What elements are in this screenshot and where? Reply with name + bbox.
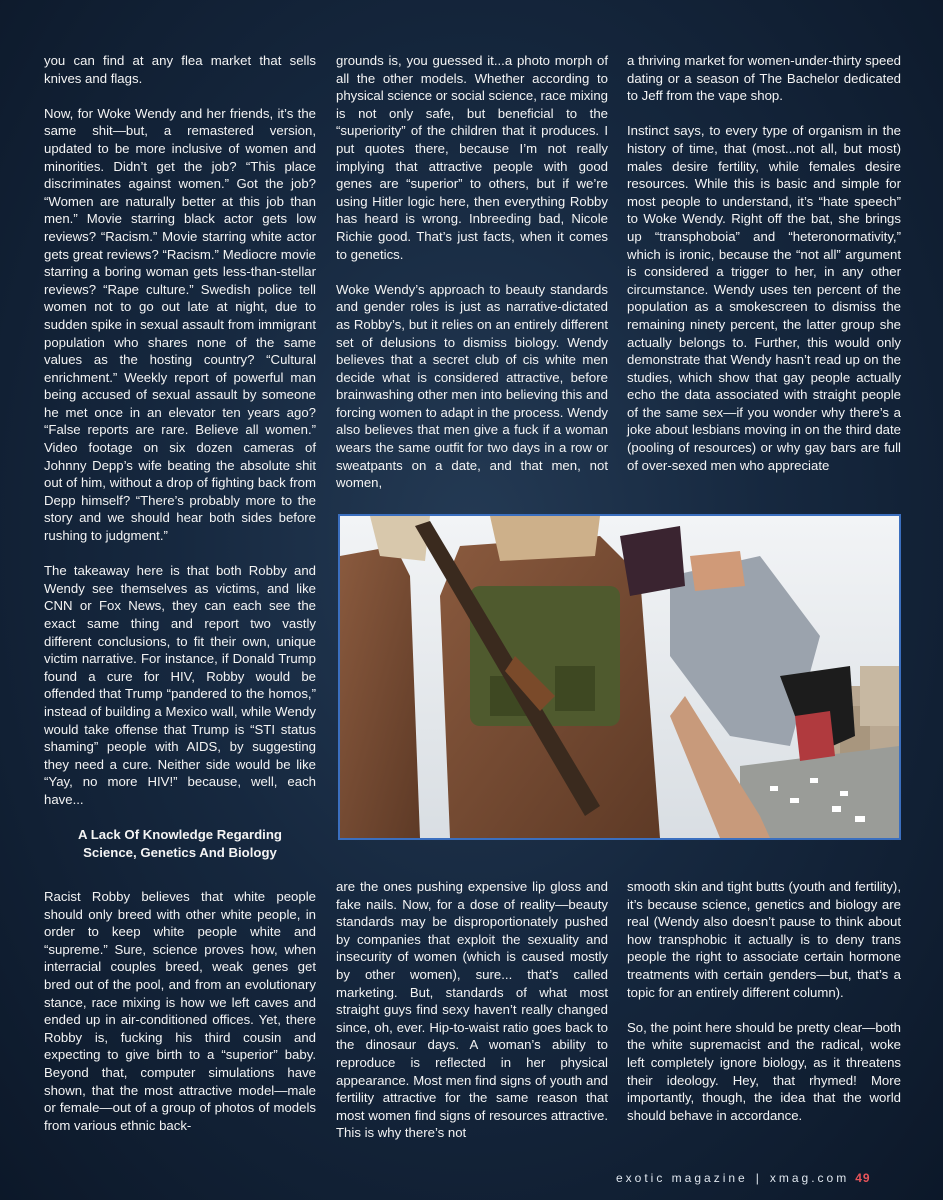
paragraph: So, the point here should be pretty clear—both the white supremacist and the radical, woke left completely ignore biology, as it threatens their ideology. Hey, that rhymed! More importantly, though, the idea that the world should behave in accordance. [627, 1019, 901, 1123]
article-column-2 [336, 52, 608, 492]
magazine-name: exotic magazine [616, 1171, 748, 1185]
paragraph: The takeaway here is that both Robby and Wendy see themselves as victims, and like CNN or Fox News, they can each see the exact same thing and report two vastly different conclusions, to fit their own, unique victim narrative. For instance, if Donald Trump found a cure for HIV, Robby would be offended that Trump “pandered to the homos,” instead of building a Mexico wall, while Wendy would take offense that Trump is “STI status shaming” people with AIDS, by suggesting they need a cure. Neither side would be like “Yay, no more HIV!” because, well, each have... [44, 563, 316, 807]
paragraph: Racist Robby believes that white people should only breed with other white people, in order to keep white people white and “supreme.” Sure, science proves how, when interracial couples breed, weak genes get bred out of the pool, and from an evolutionary stance, race mixing is how we left caves and ended up in air-conditioned offices. Yet, there Robby is, fucking his third cousin and expecting to give birth to a “superior” baby. Beyond that, computer simulations have shown, that the most attractive model—male or female—out of a group of photos of models from various ethnic back- [44, 889, 316, 1133]
paragraph: grounds is, you guessed it...a photo morph of all the other models. Whether according to physical science or social science, race mixing is not only safe, but beneficial to the “superiority” of the children that it produces. I put quotes there, because I’m not really implying that attractive people with good genes are “superior” to others, but if we’re using Hitler logic here, then everything Robby has heard is wrong. Inbreeding bad, Nicole Richie good. That’s just facts, when it comes to genetics. [336, 53, 608, 262]
paragraph: Now, for Woke Wendy and her friends, it’s the same shit—but, a remastered version, updated to be more inclusive of women and minorities. Didn’t get the job? “This place discriminates against women.” Got the job? “Women are naturally better at this job than men.” Movie starring black actor gets low reviews? “Racism.” Movie starring white actor gets great reviews? “Racism.” Mediocre movie starring a boring woman gets less-than-stellar reviews? “Rape culture.” Swedish police tell women not to go out late at night, due to sudden spike in sexual assault from immigrant population who shares none of the same values as the hosting country? “Cultural enrichment.” Weekly report of powerful man being accused of sexual assault by someone he met once in an elevator ten years ago? “False reports are rare. Believe all women.” Video footage on six dozen cameras of Johnny Depp’s wife beating the absolute shit out of him, without a drop of fighting back from Depp himself? “There’s probably more to the story and we should hear both sides before rushing to judgment.” [44, 105, 316, 544]
magazine-website: xmag.com [769, 1171, 850, 1185]
article-column-2-lower [336, 878, 608, 1142]
paragraph: you can find at any flea market that sells knives and flags. [44, 53, 316, 86]
article-column-3 [627, 52, 901, 474]
page-number: 49 [855, 1171, 871, 1185]
paragraph: Instinct says, to every type of organism in the history of time, that (most...not all, but most) males desire fertility, while females desire resources. While this is basic and simple for most people to understand, it’s “hate speech” to Woke Wendy. Right off the bat, she brings up “transphoboia” and “heteronormativity,” which is ironic, because the “not all” argument is considered a trigger to her, in any other circumstance. Wendy uses ten percent of the population as a smokescreen to dismiss the remaining ninety percent, the latter group she actually belongs to. Further, this would only demonstrate that Wendy hasn’t read up on the studies, which show that gay people actually echo the data associated with straight people of the same sex—if you wonder why there’s a joke about lesbians moving in on the third date (pooling of resources) or why gay bars are full of over-sexed men who appreciate [627, 123, 901, 473]
section-heading: A Lack Of Knowledge Regarding Science, Genetics And Biology [78, 827, 282, 860]
article-column-3-lower [627, 878, 901, 1124]
page-footer [616, 1171, 871, 1185]
footer-separator: | [755, 1171, 762, 1185]
article-photo [338, 514, 901, 840]
paragraph: Woke Wendy’s approach to beauty standards and gender roles is just as narrative-dictated as Robby’s, but it relies on an entirely different set of delusions to dismiss biology. Wendy believes that a secret club of cis white men decide what is considered attractive, before brainwashing other men into believing this and forcing women to adapt in the process. Wendy also believes that men give a fuck if a woman wears the same outfit for two days in a row or sweatpants on a date, and that men, not women, [336, 281, 608, 491]
article-column-1-lower [44, 888, 316, 1134]
paragraph: are the ones pushing expensive lip gloss and fake nails. Now, for a dose of reality—beauty standards may be disproportionately pushed by companies that exploit the sexuality and insecurity of women (which is caused mostly by other women), sure... that’s called marketing. But, standards of what most straight guys find sexy haven’t really changed since, oh, ever. Hip-to-waist ratio goes back to the dinosaur days. A woman’s ability to reproduce is reflected in her physical appearance. Most men find signs of youth and fertility attractive for the same reason that most women find signs of resources attractive. This is why there’s not [336, 879, 608, 1141]
paragraph: a thriving market for women-under-thirty speed dating or a season of The Bachelor dedicated to Jeff from the vape shop. [627, 53, 901, 104]
rooftop-scene-illustration [340, 516, 899, 838]
article-column-1 [44, 52, 316, 861]
paragraph: smooth skin and tight butts (youth and fertility), it’s because science, genetics and biology are real (Wendy also doesn’t pause to think about how transphobic it actually is to deny trans people the right to associate certain hormone treatments with certain genders—but, that’s a topic for an entirely different column). [627, 879, 901, 1000]
